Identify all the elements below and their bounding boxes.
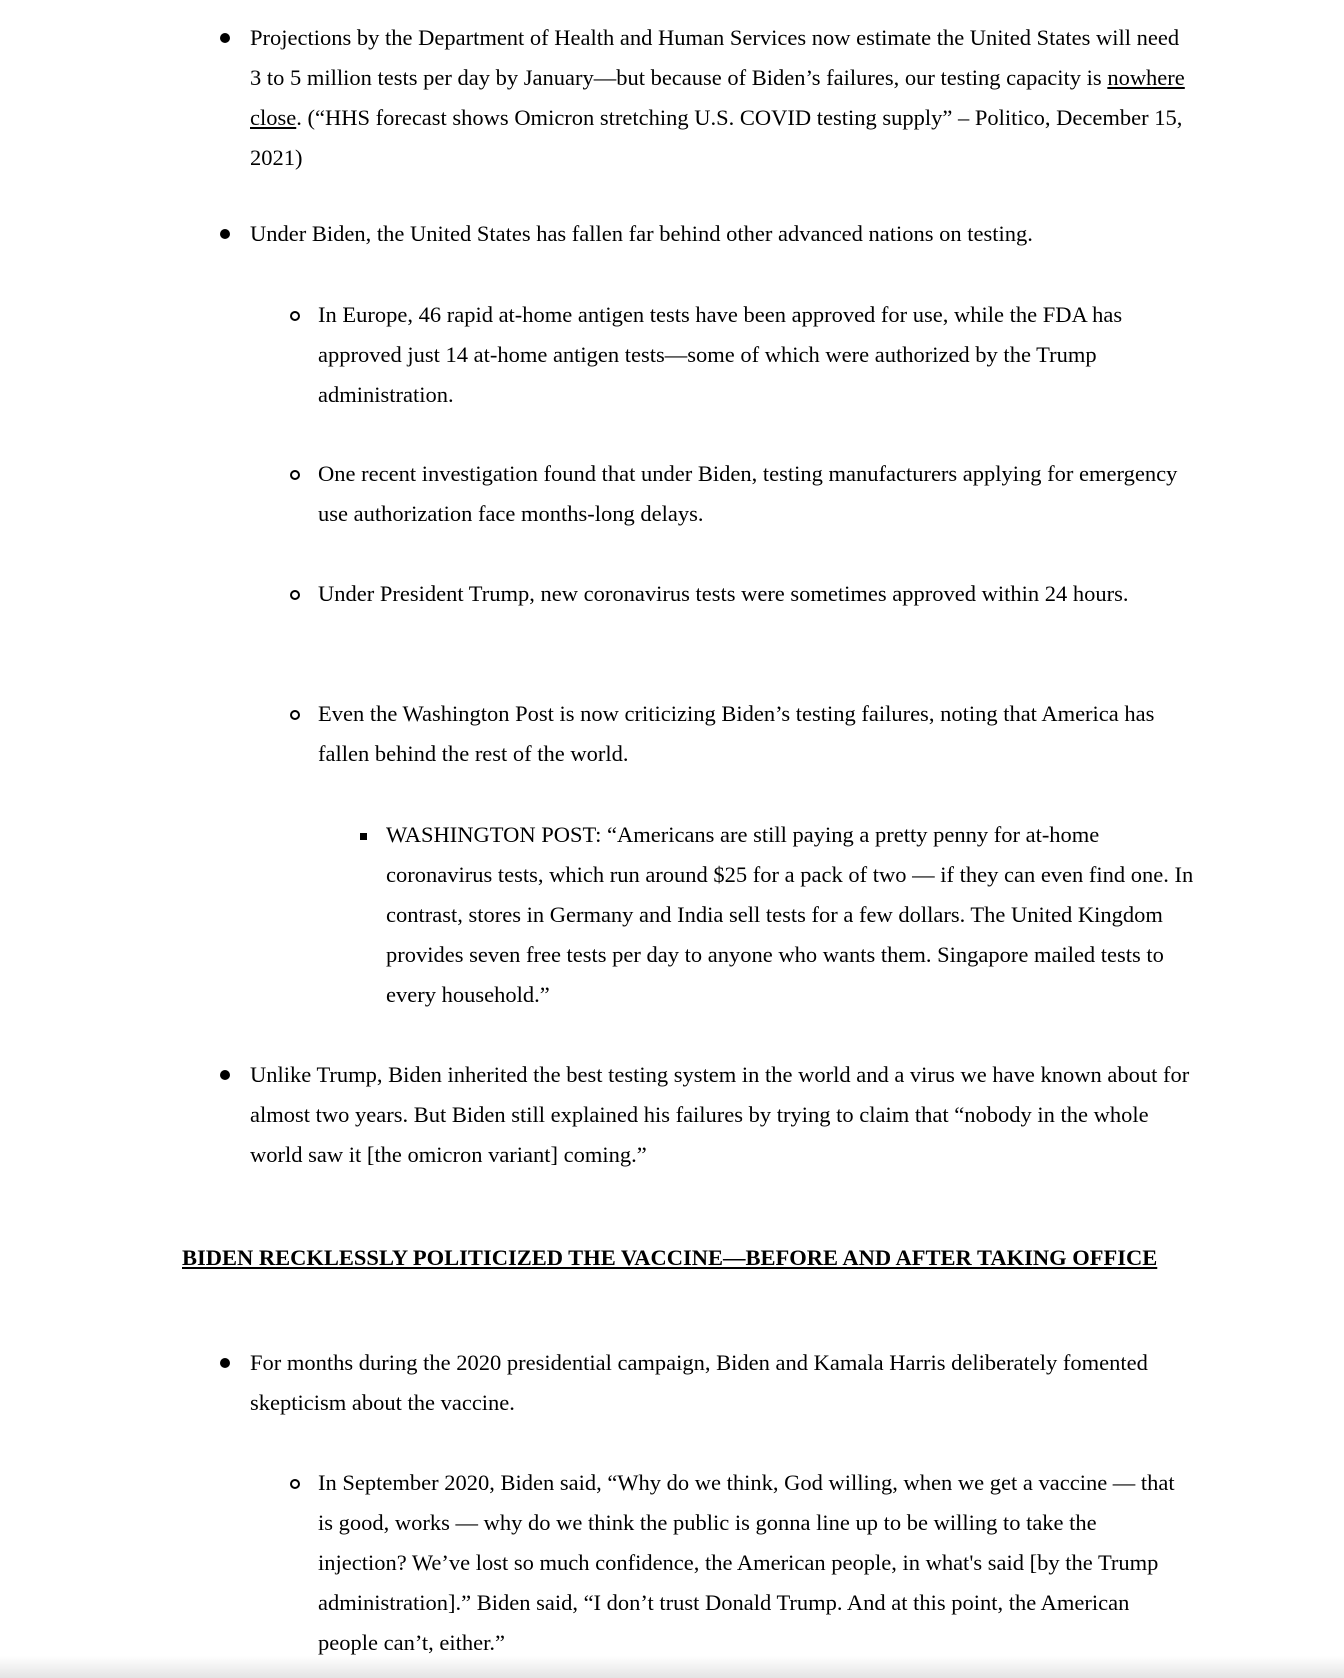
bullet-fallen-behind [250, 214, 1190, 254]
sub-bullet-september-quote [318, 1463, 1190, 1663]
bullet-text: Unlike Trump, Biden inherited the best testing system in the world and a virus we have known about for almost two years. But Biden still explained his failures by trying to claim that “nobody in the whole world saw it [the omicron variant] coming.” [250, 1062, 1190, 1167]
sub-bullet-washington-post [318, 694, 1190, 774]
circle-bullet-icon [290, 311, 300, 321]
bullet-text: WASHINGTON POST: “Americans are still paying a pretty penny for at-home coronavirus tests, which run around $25 for a pack of two — if they can even find one. In contrast, stores in Germany and India sell tests for a few dollars. The United Kingdom provides seven free tests per day to anyone who wants them. Singapore mailed tests to every household.” [386, 822, 1194, 1007]
sub-bullet-trump-approvals [318, 574, 1190, 614]
bullet-text: In Europe, 46 rapid at-home antigen tests have been approved for use, while the FDA has approved just 14 at-home antigen tests—some of which were authorized by the Trump administration. [318, 302, 1123, 407]
bullet-unlike-trump [250, 1055, 1190, 1175]
disc-bullet-icon [220, 1070, 230, 1080]
bullet-text: Under President Trump, new coronavirus tests were sometimes approved within 24 hours. [318, 581, 1129, 606]
disc-bullet-icon [220, 1358, 230, 1368]
circle-bullet-icon [290, 470, 300, 480]
nowhere-close-link[interactable]: nowhere close [250, 65, 1185, 130]
bullet-text: Under Biden, the United States has fallen far behind other advanced nations on testing. [250, 221, 1033, 246]
bullet-campaign-skepticism [250, 1343, 1190, 1423]
square-bullet-icon [360, 833, 367, 840]
circle-bullet-icon [290, 710, 300, 720]
bullet-text: In September 2020, Biden said, “Why do we think, God willing, when we get a vaccine — that is good, works — why do we think the public is gonna line up to be willing to take the injection? We’ve lost so much confidence, the American people, in what's said [by the Trump administration].” Biden said, “I don’t trust Donald Trump. And at this point, the American people can’t, either.” [318, 1470, 1175, 1655]
bullet-hhs-projections [250, 18, 1190, 178]
bullet-text-cont: . (“HHS forecast shows Omicron stretching U.S. COVID testing supply” – Politico, December 15, 2021) [250, 105, 1183, 170]
bullet-text: Even the Washington Post is now criticizing Biden’s testing failures, noting that America has fallen behind the rest of the world. [318, 701, 1155, 766]
sub-bullet-europe-tests [318, 295, 1190, 415]
sub-sub-bullet-wapo-quote [386, 815, 1196, 1015]
sub-bullet-investigation [318, 454, 1190, 534]
section-heading: BIDEN RECKLESSLY POLITICIZED THE VACCINE—BEFORE AND AFTER TAKING OFFICE [182, 1245, 1158, 1270]
bullet-text: Projections by the Department of Health and Human Services now estimate the United States will need 3 to 5 million tests per day by January—but because of Biden’s failures, our testing capacity is [250, 25, 1180, 90]
disc-bullet-icon [220, 33, 230, 43]
bullet-text: For months during the 2020 presidential campaign, Biden and Kamala Harris deliberately fomented skepticism about the vaccine. [250, 1350, 1148, 1415]
circle-bullet-icon [290, 1479, 300, 1489]
circle-bullet-icon [290, 590, 300, 600]
disc-bullet-icon [220, 229, 230, 239]
bullet-text: One recent investigation found that under Biden, testing manufacturers applying for emergency use authorization face months-long delays. [318, 461, 1178, 526]
bottom-fade [0, 1656, 1344, 1678]
